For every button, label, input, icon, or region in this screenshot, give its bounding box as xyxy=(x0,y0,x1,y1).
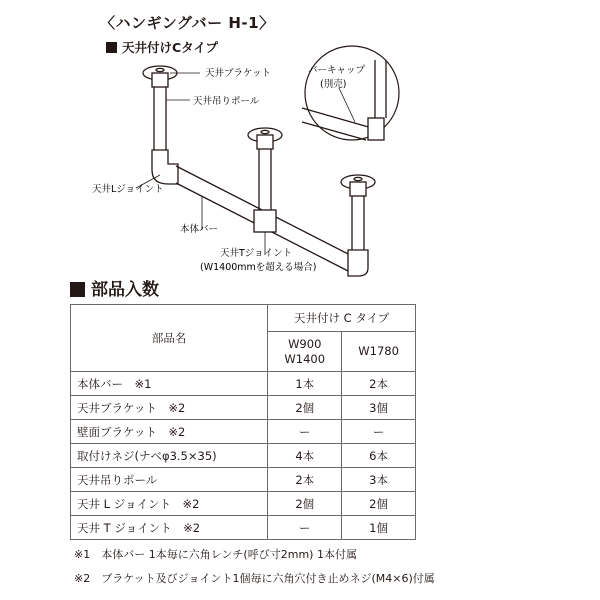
subheading-text: 天井付けCタイプ xyxy=(122,40,219,55)
bar-cap xyxy=(368,118,384,140)
t-joint xyxy=(254,210,276,232)
header-part-name: 部品名 xyxy=(71,305,268,372)
table-row: 天井 L ジョイント ※2 2個 2個 xyxy=(71,492,416,516)
footnote-1: ※1 本体バー 1本毎に六角レンチ(呼び寸2mm) 1本付属 xyxy=(74,548,357,561)
footnote-2: ※2 ブラケット及びジョイント1個毎に六角穴付き止めネジ(M4×6)付属 xyxy=(74,572,435,585)
square-bullet-icon xyxy=(70,282,85,297)
header-size-b: W1780 xyxy=(342,332,416,372)
page-heading: 〈ハンギングバー H-1〉 xyxy=(100,14,275,32)
label-hanging-pole: 天井吊りポール xyxy=(193,96,260,107)
label-ceiling-bracket: 天井ブラケット xyxy=(205,68,272,79)
label-t-joint-note: (W1400mmを超える場合) xyxy=(200,262,317,273)
table-row: 天井吊りポール 2本 3本 xyxy=(71,468,416,492)
header-size-a: W900 W1400 xyxy=(268,332,342,372)
parts-section-title xyxy=(70,275,159,300)
label-l-joint: 天井Lジョイント xyxy=(92,184,164,195)
label-bar-cap-note: (別売) xyxy=(320,79,347,90)
l-joint xyxy=(152,150,178,184)
detail-inset xyxy=(305,46,399,140)
header-type: 天井付け C タイプ xyxy=(268,305,416,332)
label-t-joint: 天井Tジョイント xyxy=(220,248,293,259)
table-row: 取付けネジ(ナベφ3.5×35) 4本 6本 xyxy=(71,444,416,468)
table-row: 天井ブラケット ※2 2個 3個 xyxy=(71,396,416,420)
table-row: 天井 T ジョイント ※2 ー 1個 xyxy=(71,516,416,540)
table-row: 本体バー ※1 1本 2本 xyxy=(71,372,416,396)
parts-table xyxy=(70,304,416,540)
table-row: 壁面ブラケット ※2 ー ー xyxy=(71,420,416,444)
label-bar-cap: バーキャップ xyxy=(308,65,366,76)
parts-section-title-text: 部品入数 xyxy=(91,280,159,300)
product-diagram xyxy=(0,0,600,280)
label-main-bar: 本体バー xyxy=(180,224,219,235)
